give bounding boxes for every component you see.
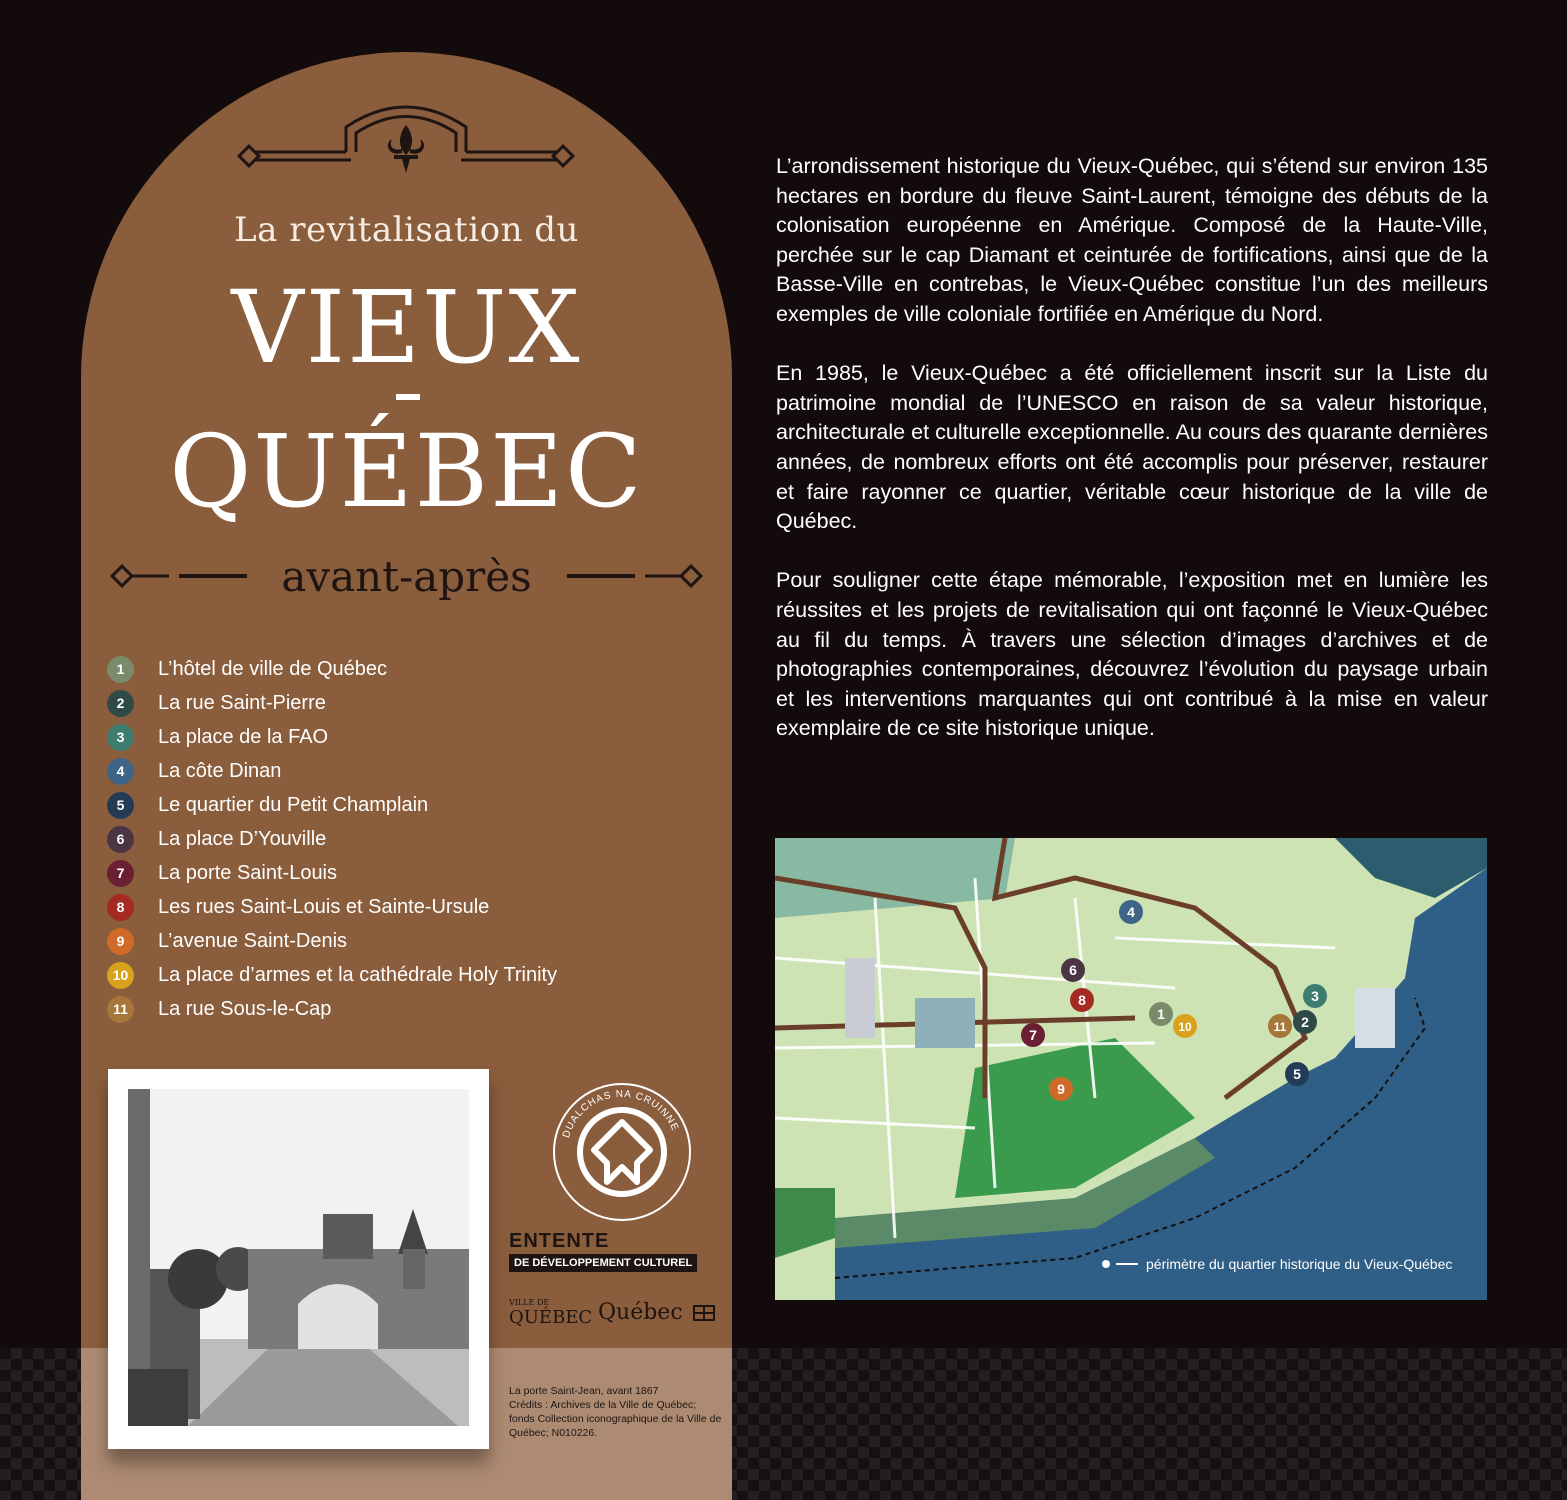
entente-title: ENTENTE [509,1230,610,1252]
site-number-badge: 8 [107,894,134,921]
list-item [107,686,557,720]
site-label: La côte Dinan [158,759,282,782]
site-label: La place D’Youville [158,827,327,850]
photo-caption [509,1384,724,1440]
site-number-badge: 4 [107,758,134,785]
svg-text:DUALCHAS NA CRUINNE: DUALCHAS NA CRUINNE [560,1088,681,1140]
map-marker-11: 11 [1273,1020,1287,1034]
intro-paragraph-3: Pour souligner cette étape mémorable, l’exposition met en lumière les réussites et les projets de revitalisation qui ont façonné le Vieux-Québec au fil du temps. À travers une sélection d’images d’archives et de photographies contemporaines, découvrez l’évolution du paysage urbain et les interventions marquantes qui ont contribué à la mise en valeur exemplaire de ce site historique unique. [776,568,1488,741]
vieux-quebec-map [775,838,1487,1300]
list-item [107,788,557,822]
list-item [107,652,557,686]
map-legend [1102,1256,1452,1272]
title-vieux: VIEUX [231,269,582,386]
fleur-de-lis-flag-icon [693,1305,715,1321]
map-marker-8: 8 [1078,992,1086,1008]
title-arch-panel [81,52,732,1500]
list-item [107,890,557,924]
map-marker-1: 1 [1157,1006,1165,1022]
site-number-badge: 9 [107,928,134,955]
site-number-badge: 3 [107,724,134,751]
list-item [107,822,557,856]
map-marker-7: 7 [1029,1027,1037,1043]
site-label: La rue Sous-le-Cap [158,997,332,1020]
list-item [107,958,557,992]
site-number-badge: 2 [107,690,134,717]
legend-line-icon [1116,1263,1138,1265]
photo-caption-credits: Crédits : Archives de la Ville de Québec; fonds Collection iconographique de la Ville de Québec; N010226. [509,1399,722,1439]
site-label: L’hôtel de ville de Québec [158,657,388,680]
map-marker-3: 3 [1311,988,1319,1004]
site-label: Les rues Saint-Louis et Sainte-Ursule [158,895,490,918]
title-quebec: QUÉBEC [169,413,644,530]
site-number-badge: 10 [107,962,134,989]
entente-logo [509,1230,697,1272]
site-label: La porte Saint-Louis [158,861,338,884]
list-item [107,754,557,788]
ville-de-quebec-logo [509,1298,592,1328]
intro-text [776,152,1488,773]
site-number-badge: 5 [107,792,134,819]
site-label: L’avenue Saint-Denis [158,929,348,952]
ville-logo-small: VILLE DE [509,1298,550,1307]
site-number-badge: 11 [107,996,134,1023]
archive-photo-frame [108,1069,489,1449]
ville-logo-big: QUÉBEC [509,1307,593,1328]
map-marker-10: 10 [1178,1020,1192,1034]
site-number-badge: 7 [107,860,134,887]
site-label: La place d’armes et la cathédrale Holy Trinity [158,963,558,986]
list-item [107,720,557,754]
subtitle: avant-après [281,552,532,601]
world-heritage-emblem-icon [547,1077,697,1227]
map-marker-5: 5 [1293,1066,1301,1082]
sites-list [107,652,557,1026]
site-number-badge: 6 [107,826,134,853]
entente-subtitle: DE DÉVELOPPEMENT CULTUREL [509,1254,697,1272]
map-marker-2: 2 [1301,1014,1309,1030]
title-hyphen [396,394,420,400]
fleur-de-lis-ornament-icon [236,97,576,187]
intro-paragraph-2: En 1985, le Vieux-Québec a été officiellement inscrit sur la Liste du patrimoine mondial de l’UNESCO en raison de sa valeur historique, architecturale et culturelle exceptionnelle. Au cours des quarante dernières années, de nombreux efforts ont été accomplis pour préserver, restaurer et faire rayonner ce quartier, véritable cœur historique de la ville de Québec. [776,361,1488,534]
site-number-badge: 1 [107,656,134,683]
map-legend-label: périmètre du quartier historique du Vieux-Québec [1146,1256,1453,1272]
legend-dot-icon [1102,1260,1110,1268]
intro-paragraph-1: L’arrondissement historique du Vieux-Québec, qui s’étend sur environ 135 hectares en bordure du fleuve Saint-Laurent, témoigne des débuts de la colonisation européenne en Amérique. Composé de la Haute-Ville, perchée sur le cap Diamant et ceinturée de fortifications, ainsi que de la Basse-Ville en contrebas, le Vieux-Québec constitue l’un des meilleurs exemples de ville coloniale fortifiée en Amérique du Nord. [776,154,1488,326]
list-item [107,856,557,890]
map-marker-9: 9 [1057,1081,1065,1097]
list-item [107,992,557,1026]
quebec-logo-text: Québec [598,1300,683,1325]
map-marker-6: 6 [1069,962,1077,978]
porte-saint-jean-photo [128,1089,469,1426]
site-label: Le quartier du Petit Champlain [158,793,429,816]
quebec-government-logo [598,1300,715,1325]
list-item [107,924,557,958]
map-marker-4: 4 [1127,904,1135,920]
photo-caption-title: La porte Saint-Jean, avant 1867 [509,1385,659,1397]
site-label: La place de la FAO [158,725,329,748]
title-line-1: La revitalisation du [234,210,579,250]
site-label: La rue Saint-Pierre [158,691,326,714]
